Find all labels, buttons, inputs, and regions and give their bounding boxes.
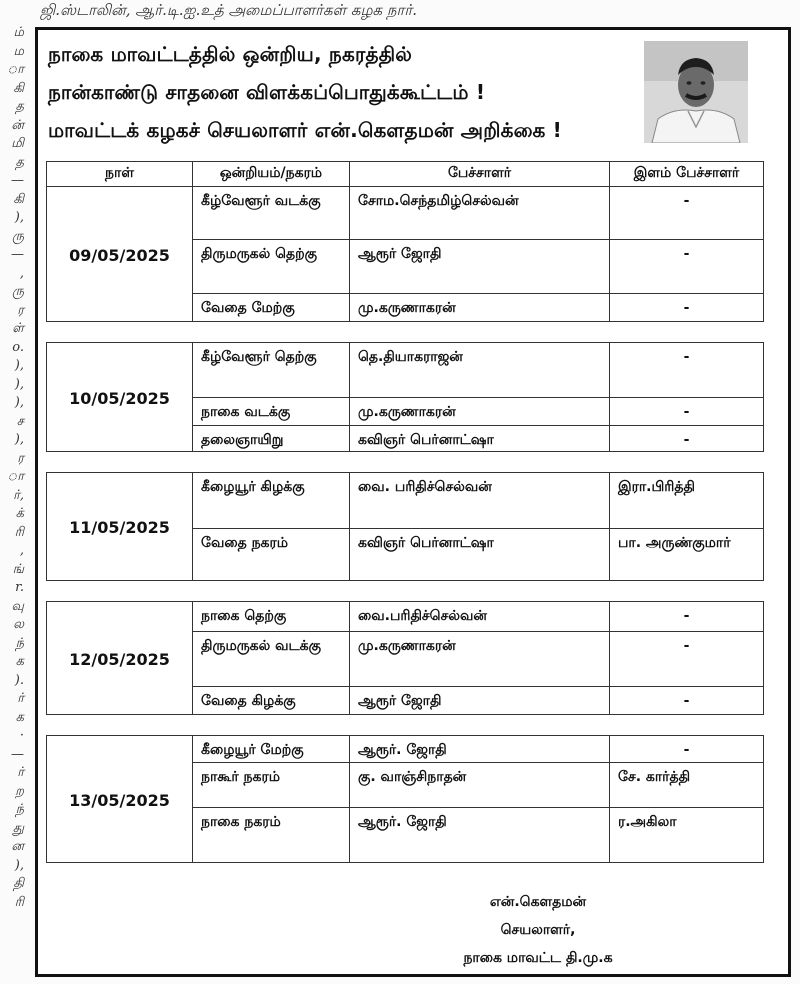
signature-name: என்.கௌதமன் xyxy=(489,894,587,910)
signature-org: நாகை மாவட்ட தி.மு.க xyxy=(463,950,613,966)
area-cell: நாகூர் நகரம் xyxy=(193,763,350,808)
young-speaker-cell: - xyxy=(610,632,764,687)
group-spacer xyxy=(47,452,764,473)
area-cell: வேதை மேற்கு xyxy=(193,294,350,322)
side-column-char: கி xyxy=(13,80,24,96)
side-column-char: கி xyxy=(13,191,24,207)
adjacent-column-text xyxy=(0,24,28,984)
side-column-char: த xyxy=(15,154,24,170)
side-column-char: ர xyxy=(17,450,24,466)
area-cell: திருமருகல் தெற்கு xyxy=(193,240,350,294)
meeting-schedule-table xyxy=(46,161,764,863)
speaker-cell: மு.கருணாகரன் xyxy=(350,632,610,687)
speaker-cell: சோம.செந்தமிழ்செல்வன் xyxy=(350,187,610,240)
side-column-char: ), xyxy=(14,432,24,447)
area-cell: வேதை கிழக்கு xyxy=(193,687,350,715)
side-column-char: ர் xyxy=(17,691,24,706)
side-column-char: க xyxy=(15,654,24,669)
speaker-cell: வை.பரிதிச்செல்வன் xyxy=(350,602,610,632)
young-speaker-cell: - xyxy=(610,398,764,426)
side-column-char: ம xyxy=(13,43,24,59)
young-speaker-cell: ர.அகிலா xyxy=(610,808,764,863)
side-column-char: ங் xyxy=(12,561,24,577)
schedule-date: 13/05/2025 xyxy=(47,736,193,863)
group-spacer-row xyxy=(47,715,764,736)
side-column-char: மி xyxy=(11,136,24,151)
side-column-char: க xyxy=(15,709,24,725)
side-column-char: ர், xyxy=(13,487,24,503)
area-cell: நாகை தெற்கு xyxy=(193,602,350,632)
group-spacer xyxy=(47,715,764,736)
side-column-char: , xyxy=(19,543,24,558)
side-column-char: ச xyxy=(16,413,24,429)
signature-block xyxy=(38,888,788,972)
side-column-char: ம் xyxy=(13,25,24,40)
side-column-char: ந் xyxy=(15,802,24,817)
side-column-char: ர xyxy=(17,302,24,318)
area-cell: வேதை நகரம் xyxy=(193,529,350,581)
table-row xyxy=(47,736,764,763)
group-spacer xyxy=(47,581,764,602)
young-speaker-cell: பா. அருண்குமார் xyxy=(610,529,764,581)
speaker-cell: ஆரூர். ஜோதி xyxy=(350,808,610,863)
side-column-char: க் xyxy=(15,506,24,521)
young-speaker-cell: - xyxy=(610,187,764,240)
area-cell: நாகை வடக்கு xyxy=(193,398,350,426)
side-column-char: ற xyxy=(15,783,24,799)
group-spacer-row xyxy=(47,581,764,602)
side-column-char: ன xyxy=(11,839,24,854)
side-column-char: ா xyxy=(7,469,24,484)
schedule-date: 10/05/2025 xyxy=(47,343,193,452)
speaker-cell: வை. பரிதிச்செல்வன் xyxy=(350,473,610,529)
side-column-char: ), xyxy=(14,358,24,373)
schedule-date: 11/05/2025 xyxy=(47,473,193,581)
side-column-char: வு xyxy=(11,598,24,614)
side-column-char: ), xyxy=(14,395,24,410)
side-column-char: · xyxy=(19,728,24,743)
announcement-box xyxy=(35,27,791,977)
young-speaker-cell: - xyxy=(610,736,764,763)
group-spacer xyxy=(47,322,764,343)
side-column-char: , xyxy=(19,265,24,281)
table-row xyxy=(47,343,764,398)
signature-title: செயலாளர், xyxy=(500,922,576,938)
side-column-char: ). xyxy=(14,672,24,688)
young-speaker-cell: - xyxy=(610,426,764,452)
header-speaker: பேச்சாளர் xyxy=(350,162,610,187)
side-column-char: — xyxy=(11,173,24,188)
header-area: ஒன்றியம்/நகரம் xyxy=(193,162,350,187)
side-column-char: ), xyxy=(14,376,24,392)
side-column-char: தி xyxy=(13,876,24,891)
table-row xyxy=(47,473,764,529)
group-spacer-row xyxy=(47,452,764,473)
young-speaker-cell: இரா.பிரித்தி xyxy=(610,473,764,529)
side-column-char: ரு xyxy=(11,284,24,299)
schedule-date: 12/05/2025 xyxy=(47,602,193,715)
area-cell: நாகை நகரம் xyxy=(193,808,350,863)
speaker-cell: ஆரூர். ஜோதி xyxy=(350,736,610,763)
headline-line-3: மாவட்டக் கழகச் செயலாளர் என்.கௌதமன் அறிக்கை ! xyxy=(48,118,563,142)
side-column-char: ல xyxy=(13,617,24,632)
side-column-char: o. xyxy=(12,339,24,355)
table-header-row xyxy=(47,162,764,187)
area-cell: கீழ்வேளூர் வடக்கு xyxy=(193,187,350,240)
area-cell: கீழ்வேளூர் தெற்கு xyxy=(193,343,350,398)
announcement-header xyxy=(38,30,788,160)
speaker-cell: தெ.தியாகராஜன் xyxy=(350,343,610,398)
speaker-cell: மு.கருணாகரன் xyxy=(350,294,610,322)
young-speaker-cell: சே. கார்த்தி xyxy=(610,763,764,808)
portrait-photo xyxy=(644,41,748,143)
side-column-char: — xyxy=(11,247,24,262)
side-column-char: ள் xyxy=(12,321,24,336)
table-row xyxy=(47,602,764,632)
side-column-char: ந் xyxy=(15,635,24,651)
side-column-char: r. xyxy=(15,580,24,595)
header-date: நாள் xyxy=(47,162,193,187)
speaker-cell: கு. வாஞ்சிநாதன் xyxy=(350,763,610,808)
side-column-char: ரி xyxy=(14,894,24,910)
table-row xyxy=(47,187,764,240)
side-column-char: ா xyxy=(7,62,24,77)
top-strip-text: ஜி.ஸ்டாலின், ஆர்.டி.ஐ.உத் அமைப்பாளர்கள் கழக நார். xyxy=(40,1,417,19)
header-young-speaker: இளம் பேச்சாளர் xyxy=(610,162,764,187)
group-spacer-row xyxy=(47,322,764,343)
young-speaker-cell: - xyxy=(610,240,764,294)
area-cell: தலைஞாயிறு xyxy=(193,426,350,452)
side-column-char: ), xyxy=(14,210,24,225)
side-column-char: ரி xyxy=(14,524,24,540)
side-column-char: ரு xyxy=(11,228,24,244)
side-column-char: — xyxy=(11,746,24,762)
speaker-cell: கவிஞர் பெர்னாட்ஷா xyxy=(350,529,610,581)
area-cell: கீழையூர் கிழக்கு xyxy=(193,473,350,529)
schedule-date: 09/05/2025 xyxy=(47,187,193,322)
headline-line-2: நான்காண்டு சாதனை விளக்கப்பொதுக்கூட்டம் ! xyxy=(48,80,486,104)
young-speaker-cell: - xyxy=(610,294,764,322)
speaker-cell: மு.கருணாகரன் xyxy=(350,398,610,426)
side-column-char: து xyxy=(12,820,24,836)
side-column-char: ன் xyxy=(11,117,24,133)
side-column-char: ர் xyxy=(17,765,24,780)
speaker-cell: ஆரூர் ஜோதி xyxy=(350,240,610,294)
headline-line-1: நாகை மாவட்டத்தில் ஒன்றிய, நகரத்தில் xyxy=(48,42,413,66)
side-column-char: ), xyxy=(14,857,24,873)
area-cell: திருமருகல் வடக்கு xyxy=(193,632,350,687)
young-speaker-cell: - xyxy=(610,602,764,632)
area-cell: கீழையூர் மேற்கு xyxy=(193,736,350,763)
speaker-cell: கவிஞர் பெர்னாட்ஷா xyxy=(350,426,610,452)
young-speaker-cell: - xyxy=(610,687,764,715)
young-speaker-cell: - xyxy=(610,343,764,398)
side-column-char: த xyxy=(15,99,24,114)
speaker-cell: ஆரூர் ஜோதி xyxy=(350,687,610,715)
